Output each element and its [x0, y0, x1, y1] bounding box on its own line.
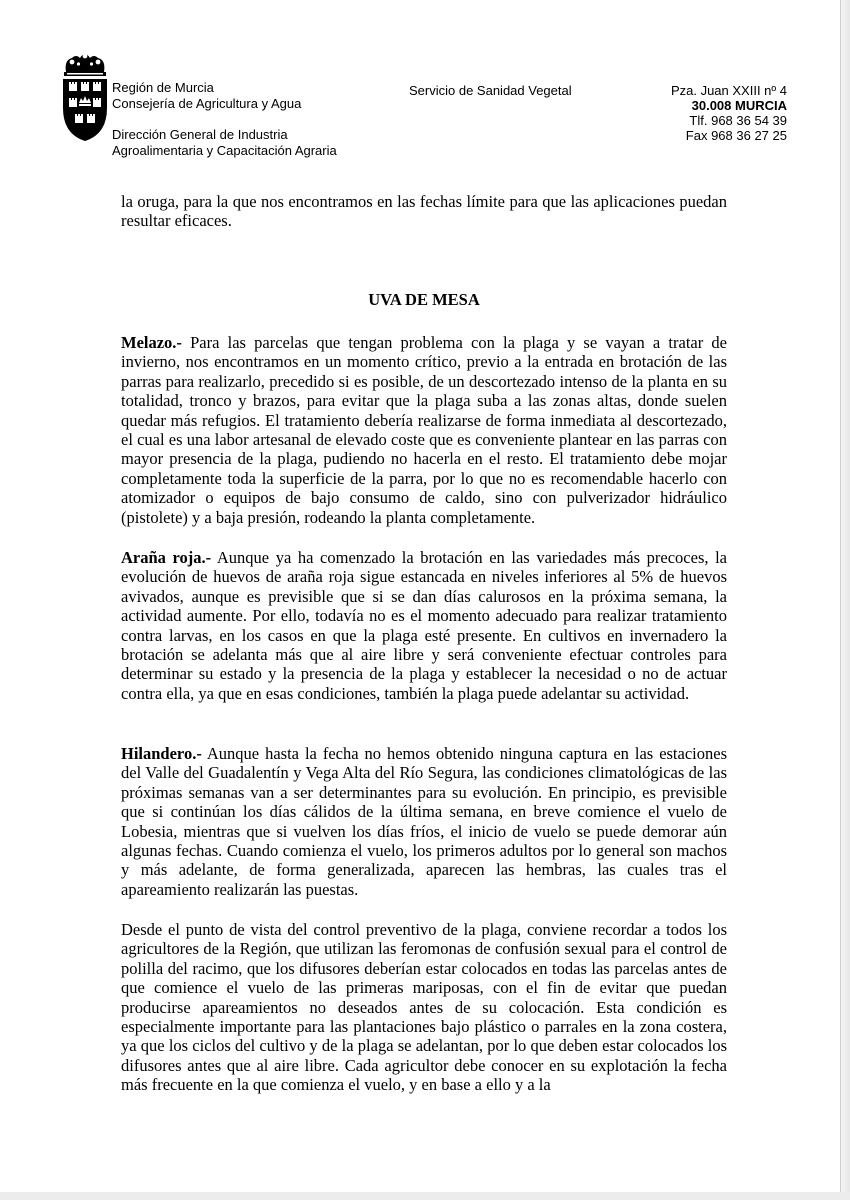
hilandero-paragraph [121, 744, 727, 899]
closing-paragraph [121, 920, 727, 1095]
directorate-line-1: Dirección General de Industria [112, 127, 288, 142]
phone-number: Tlf. 968 36 54 39 [689, 113, 787, 128]
melazo-paragraph [121, 333, 727, 527]
directorate-line-2: Agroalimentaria y Capacitación Agraria [112, 143, 337, 158]
section-title: UVA DE MESA [368, 290, 480, 309]
intro-paragraph [121, 192, 727, 231]
address-street: Pza. Juan XXIII nº 4 [670, 83, 787, 98]
arana-roja-text: Aunque ya ha comenzado la brotación en las variedades más precoces, la evolución de huevos de araña roja sigue estancada en niveles inferiores al 5% de huevos avivados, aunque es previsible que si se dan días calurosos en la próxima semana, la actividad aumente. Por ello, todavía no es el momento adecuado para realizar tratamiento contra larvas, en los casos en que la plaga esté presente. En cultivos en invernadero la brotación se adelanta más que al aire libre y será conveniente efectuar controles para determinar su estado y la presencia de la plaga y establecer la necesidad o no de actuar contra ella, ya que en esas condiciones, también la plaga puede adelantar su actividad. [121, 548, 728, 703]
intro-text: la oruga, para la que nos encontramos en las fechas límite para que las aplicaciones puedan resultar eficaces. [121, 192, 727, 231]
arana-roja-paragraph [121, 548, 727, 703]
melazo-heading: Melazo.- [121, 333, 182, 352]
service-name: Servicio de Sanidad Vegetal [409, 83, 572, 98]
coat-of-arms-icon [60, 50, 110, 142]
address-city: 30.008 MURCIA [691, 98, 787, 113]
fax-number: Fax 968 36 27 25 [685, 128, 787, 143]
melazo-text: Para las parcelas que tengan problema con la plaga y se vayan a tratar de invierno, nos encontramos en un momento crítico, previo a la entrada en brotación de las parras para realizarlo, precedido si es posible, de un descortezado intenso de la planta en su totalidad, tronco y brazos, para evitar que la plaga suba a las zonas altas, donde suelen quedar más refugios. El tratamiento debería realizarse de forma inmediata al descortezado, el cual es una labor artesanal de elevado coste que es conveniente plantear en las parras con mayor presencia de la plaga, pudiendo no hacerla en el resto. El tratamiento debe mojar completamente toda la superficie de la parra, por lo que no es recomendable hacerlo con atomizador o equipos de bajo consumo de caldo, sino con pulverizador hidráulico (pistolete) y a baja presión, rodeando la planta completamente. [121, 333, 727, 527]
arana-roja-heading: Araña roja.- [121, 548, 212, 567]
ministry-name: Consejería de Agricultura y Agua [112, 96, 302, 111]
region-name: Región de Murcia [112, 80, 214, 95]
page-edge-shadow [840, 0, 850, 1200]
hilandero-text: Aunque hasta la fecha no hemos obtenido ninguna captura en las estaciones del Valle del Guadalentín y Vega Alta del Río Segura, las condiciones climatológicas de las próximas semanas van a ser determinantes para su evolución. En principio, es previsible que si continúan los días cálidos de la última semana, en breve comience el vuelo de Lobesia, mientras que si vuelven los días fríos, el inicio de vuelo se puede demorar aún algunas fechas. Cuando comienza el vuelo, los primeros adultos por lo general son machos y más adelante, de forma generalizada, aparecen las hembras, las cuales tras el apareamiento realizarán las puestas. [121, 744, 727, 899]
letterhead [0, 0, 850, 170]
hilandero-heading: Hilandero.- [121, 744, 202, 763]
page-bottom-shadow [0, 1192, 850, 1200]
closing-text: Desde el punto de vista del control preventivo de la plaga, conviene recordar a todos los agricultores de la Región, que utilizan las feromonas de confusión sexual para el control de polilla del racimo, que los difusores deberían estar colocados en todas las parcelas antes de que comience el vuelo de las primeras mariposas, con el fin de evitar que puedan producirse apareamientos no deseados antes de su colocación. Esta condición es especialmente importante para las plantaciones bajo plástico o parrales en la zona costera, ya que los ciclos del cultivo y de la plaga se adelantan, por lo que deben estar colocados los difusores antes que al aire libre. Cada agricultor debe conocer en su explotación la fecha más frecuente en la que comienza el vuelo, y en base a ello y a la [121, 920, 727, 1095]
